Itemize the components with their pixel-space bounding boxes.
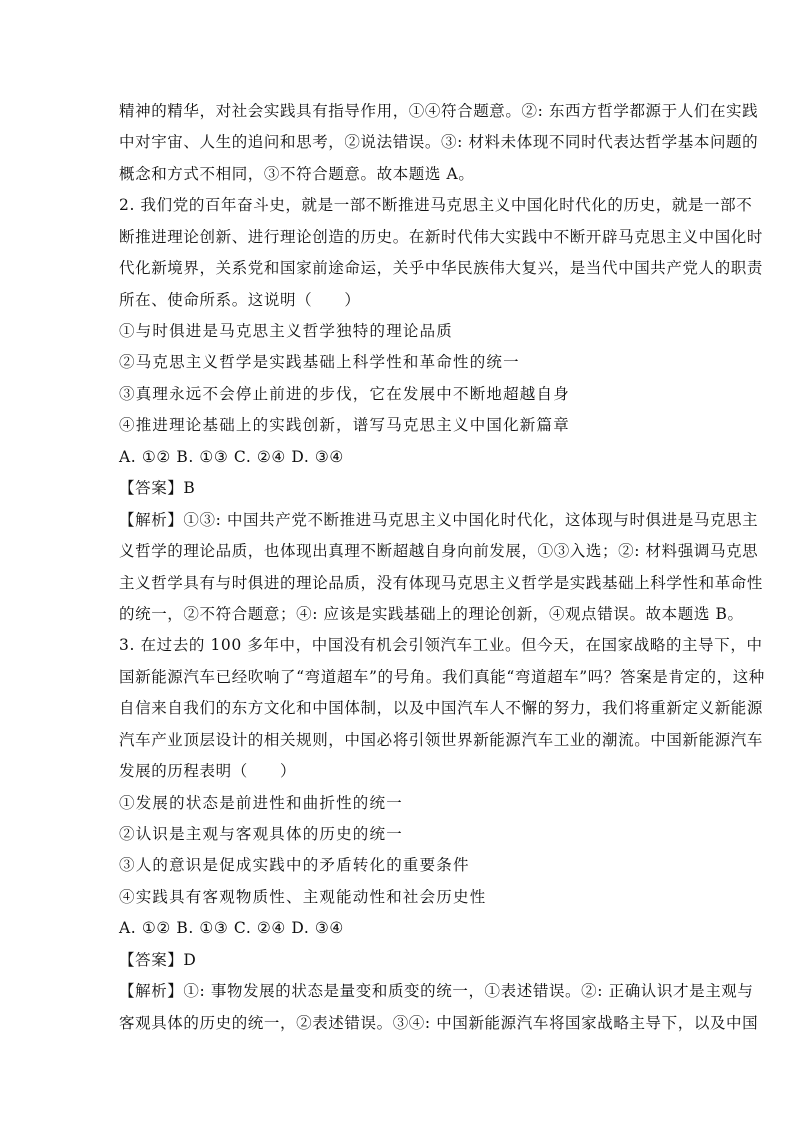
question-2-statement-1: ①与时俱进是马克思主义哲学独特的理论品质 [119,322,454,340]
question-2-statement-2: ②马克思主义哲学是实践基础上科学性和革命性的统一 [119,353,520,371]
text-line: 自信来自我们的东方文化和中国体制，以及中国汽车人不懈的努力，我们将重新定义新能源 [119,699,764,717]
text-line: 断推进理论创新、进行理论创造的历史。在新时代伟大实践中不断开辟马克思主义中国化时 [119,228,764,246]
text-line: 客观具体的历史的统一，②表述错误。③④: 中国新能源汽车将国家战略主导下，以及中国 [119,1014,759,1032]
text-line: 精神的精华，对社会实践具有指导作用，①④符合题意。②: 东西方哲学都源于人们在实践 [119,102,759,120]
text-line: 国新能源汽车已经吹响了“弯道超车”的号角。我们真能“弯道超车”吗？答案是肯定的，这种 [119,668,765,686]
text-line: 概念和方式不相同，③不符合题意。故本题选 A。 [119,165,475,183]
question-3-answer: 【答案】D [119,951,197,969]
text-line: 汽车产业顶层设计的相关规则，中国必将引领世界新能源汽车工业的潮流。中国新能源汽车 [119,731,764,749]
question-2-choices: A. ①② B. ①③ C. ②④ D. ③④ [119,448,344,466]
question-3-stem: 3. 在过去的 100 多年中，中国没有机会引领汽车工业。但今天，在国家战略的主导下，中 [119,636,763,654]
question-3-statement-4: ④实践具有客观物质性、主观能动性和社会历史性 [119,888,487,906]
question-2-statement-3: ③真理永远不会停止前进的步伐，它在发展中不断地超越自身 [119,385,570,403]
question-2-stem: 2. 我们党的百年奋斗史，就是一部不断推进马克思主义中国化时代化的历史，就是一部不 [119,196,753,214]
question-3-statement-1: ①发展的状态是前进性和曲折性的统一 [119,794,403,812]
text-line: 义哲学的理论品质，也体现出真理不断超越自身向前发展，①③入选；②: 材料强调马克思 [119,542,759,560]
question-3-analysis: 【解析】①: 事物发展的状态是量变和质变的统一，①表述错误。②: 正确认识才是主观与 [119,982,754,1000]
text-line: 主义哲学具有与时俱进的理论品质，没有体现马克思主义哲学是实践基础上科学性和革命性 [119,574,764,592]
text-line: 的统一，②不符合题意；④: 应该是实践基础上的理论创新，④观点错误。故本题选 B。 [119,605,744,623]
text-line: 代化新境界，关系党和国家前途命运，关乎中华民族伟大复兴，是当代中国共产党人的职责 [119,259,764,277]
question-2-analysis: 【解析】①③: 中国共产党不断推进马克思主义中国化时代化，这体现与时俱进是马克思主 [119,511,759,529]
question-3-statement-3: ③人的意识是促成实践中的矛盾转化的重要条件 [119,856,470,874]
question-3-choices: A. ①② B. ①③ C. ②④ D. ③④ [119,919,344,937]
question-3-statement-2: ②认识是主观与客观具体的历史的统一 [119,825,403,843]
question-2-answer: 【答案】B [119,479,196,497]
question-2-statement-4: ④推进理论基础上的实践创新，谱写马克思主义中国化新篇章 [119,416,570,434]
text-line: 所在、使命所系。这说明（ ） [119,291,361,309]
text-line: 发展的历程表明（ ） [119,762,297,780]
text-line: 中对宇宙、人生的追问和思考，②说法错误。③: 材料未体现不同时代表达哲学基本问题的 [119,133,759,151]
